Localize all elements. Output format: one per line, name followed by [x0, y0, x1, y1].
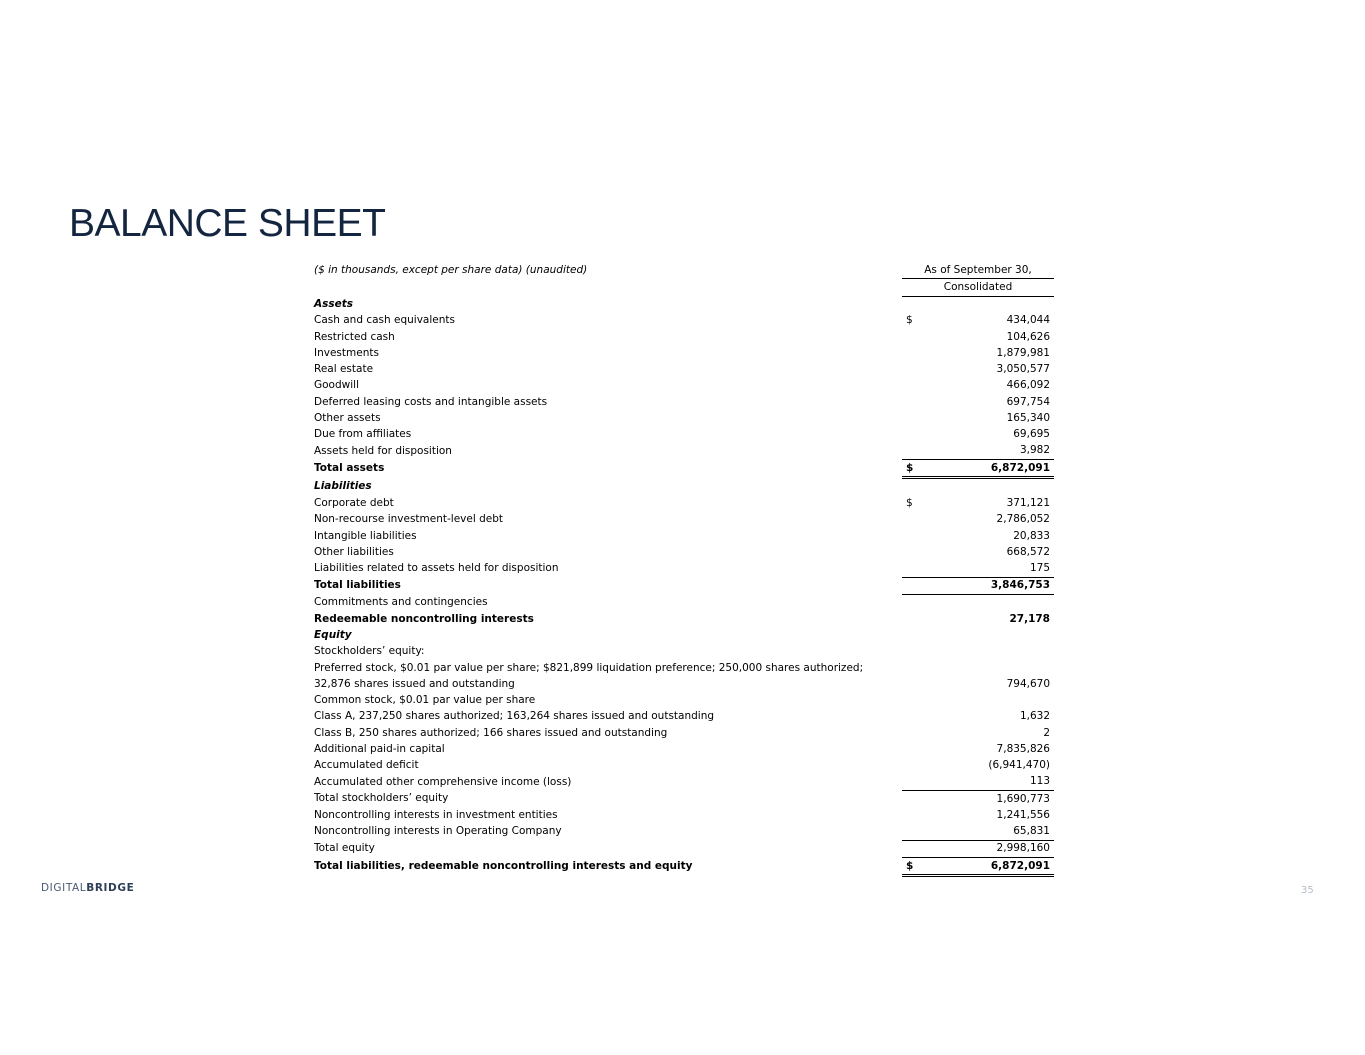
row-value: 27,178	[1009, 612, 1050, 625]
row-value: 3,846,753	[978, 577, 1054, 594]
row-currency	[902, 807, 978, 823]
row-value	[978, 595, 1054, 612]
row-value: 371,121	[1006, 497, 1050, 510]
row-label: Total assets	[314, 462, 385, 475]
row-label: Class A, 237,250 shares authorized; 163,264 shares issued and outstanding	[314, 710, 715, 723]
table-row	[314, 443, 1054, 460]
table-row	[314, 741, 1054, 757]
table-row	[314, 807, 1054, 823]
table-row	[314, 725, 1054, 741]
header-row-1	[314, 262, 1054, 279]
row-currency	[902, 544, 978, 560]
row-currency	[902, 443, 978, 460]
row-value: 3,982	[1019, 444, 1050, 457]
table-row	[314, 496, 1054, 512]
row-currency	[902, 693, 978, 709]
row-label: Due from affiliates	[314, 428, 412, 441]
table-row	[314, 460, 1054, 478]
row-label: Equity	[314, 629, 352, 642]
row-value: 65,831	[1013, 825, 1050, 838]
row-label: Corporate debt	[314, 497, 394, 510]
row-value: 104,626	[1006, 330, 1050, 343]
table-row	[314, 512, 1054, 528]
row-label: Total stockholders’ equity	[314, 792, 449, 805]
row-value: 1,632	[1019, 710, 1050, 723]
row-label: Total liabilities	[314, 579, 401, 592]
row-currency	[902, 709, 978, 725]
row-currency	[902, 478, 978, 496]
row-label: Assets held for disposition	[314, 444, 452, 457]
row-currency	[902, 824, 978, 841]
table-row	[314, 758, 1054, 774]
table-row	[314, 595, 1054, 612]
row-currency: $	[906, 497, 913, 510]
row-currency: $	[906, 314, 913, 327]
table-row	[314, 611, 1054, 627]
row-value: 3,050,577	[996, 363, 1050, 376]
row-value: 165,340	[1006, 411, 1050, 424]
column-header-period: As of September 30,	[902, 262, 1054, 279]
row-currency	[902, 329, 978, 345]
logo-part-digital: DIGITAL	[41, 882, 87, 894]
row-currency	[902, 741, 978, 757]
table-row	[314, 693, 1054, 709]
logo-part-bridge: BRIDGE	[86, 882, 135, 894]
table-row	[314, 427, 1054, 443]
row-currency	[902, 561, 978, 578]
row-value: 113	[1029, 775, 1050, 788]
table-row	[314, 345, 1054, 361]
table-row	[314, 296, 1054, 313]
row-value	[978, 478, 1054, 496]
row-currency	[902, 296, 978, 313]
row-currency	[902, 410, 978, 426]
row-label: Accumulated other comprehensive income (loss)	[314, 775, 572, 788]
digitalbridge-logo	[41, 882, 134, 894]
balance-sheet-table	[314, 262, 1054, 877]
row-currency	[902, 774, 978, 791]
row-value: 2,786,052	[996, 513, 1050, 526]
row-label: Liabilities related to assets held for disposition	[314, 562, 559, 575]
table-row	[314, 774, 1054, 791]
page-title: BALANCE SHEET	[69, 202, 386, 245]
row-label: Liabilities	[314, 480, 372, 493]
row-value: 1,690,773	[978, 791, 1054, 808]
row-label: Accumulated deficit	[314, 759, 419, 772]
table-row	[314, 676, 1054, 692]
row-currency	[902, 611, 978, 627]
row-currency	[902, 644, 978, 660]
header-spacer	[314, 279, 902, 296]
row-currency: $	[902, 460, 978, 478]
row-value: 2,998,160	[978, 840, 1054, 857]
row-value: 7,835,826	[996, 742, 1050, 755]
row-currency	[902, 378, 978, 394]
row-currency	[902, 676, 978, 692]
row-label: Restricted cash	[314, 330, 395, 343]
row-value: 697,754	[1006, 395, 1050, 408]
row-label: Stockholders’ equity:	[314, 645, 425, 658]
row-value	[978, 628, 1054, 644]
table-row	[314, 313, 1054, 329]
row-currency	[902, 840, 978, 857]
row-label: Commitments and contingencies	[314, 596, 488, 609]
row-currency	[902, 528, 978, 544]
table-row	[314, 528, 1054, 544]
row-label: Intangible liabilities	[314, 529, 417, 542]
row-label: 32,876 shares issued and outstanding	[314, 677, 515, 690]
row-value: 668,572	[1006, 545, 1050, 558]
row-currency	[902, 362, 978, 378]
row-label: Goodwill	[314, 379, 359, 392]
table-row	[314, 858, 1054, 876]
row-currency	[902, 595, 978, 612]
table-row	[314, 378, 1054, 394]
row-value: 6,872,091	[978, 460, 1054, 478]
row-label: Real estate	[314, 363, 374, 376]
table-row	[314, 660, 1054, 676]
table-row	[314, 709, 1054, 725]
row-value	[978, 644, 1054, 660]
column-header-consolidated: Consolidated	[902, 279, 1054, 296]
row-label: Total equity	[314, 842, 375, 855]
row-label: Other assets	[314, 411, 381, 424]
table-subtitle: ($ in thousands, except per share data) (unaudited)	[314, 263, 588, 276]
row-label: Noncontrolling interests in Operating Company	[314, 825, 562, 838]
row-currency	[902, 427, 978, 443]
row-label: Common stock, $0.01 par value per share	[314, 694, 536, 707]
row-value	[978, 296, 1054, 313]
row-label: Total liabilities, redeemable noncontrolling interests and equity	[314, 860, 693, 873]
row-label: Class B, 250 shares authorized; 166 shares issued and outstanding	[314, 726, 668, 739]
page-number: 35	[1301, 885, 1314, 896]
row-value: 20,833	[1013, 529, 1050, 542]
row-currency	[902, 791, 978, 808]
row-currency	[902, 725, 978, 741]
row-label: Noncontrolling interests in investment entities	[314, 808, 558, 821]
row-currency	[902, 628, 978, 644]
row-value: 1,879,981	[996, 346, 1050, 359]
row-currency	[902, 660, 978, 676]
table-row	[314, 628, 1054, 644]
table-row	[314, 824, 1054, 841]
row-value: 794,670	[1006, 677, 1050, 690]
row-label: Cash and cash equivalents	[314, 314, 455, 327]
table-row	[314, 791, 1054, 808]
row-value: 175	[1029, 562, 1050, 575]
table-row	[314, 410, 1054, 426]
row-value	[978, 693, 1054, 709]
row-value: 2	[1043, 726, 1050, 739]
row-value: 466,092	[1006, 379, 1050, 392]
row-currency: $	[902, 858, 978, 876]
row-label: Non-recourse investment-level debt	[314, 513, 503, 526]
row-currency	[902, 394, 978, 410]
row-currency	[902, 758, 978, 774]
row-label: Additional paid-in capital	[314, 742, 445, 755]
row-label: Redeemable noncontrolling interests	[314, 612, 534, 625]
row-currency	[902, 512, 978, 528]
row-label: Deferred leasing costs and intangible assets	[314, 395, 548, 408]
row-value: 69,695	[1013, 428, 1050, 441]
row-currency	[902, 345, 978, 361]
row-label: Assets	[314, 297, 354, 310]
table-row	[314, 644, 1054, 660]
row-label: Other liabilities	[314, 545, 394, 558]
row-value	[978, 660, 1054, 676]
table-row	[314, 394, 1054, 410]
row-value: 1,241,556	[996, 808, 1050, 821]
row-label: Preferred stock, $0.01 par value per share; $821,899 liquidation preference; 250,000 shares authorized;	[314, 661, 864, 674]
table-row	[314, 544, 1054, 560]
row-value: 6,872,091	[978, 858, 1054, 876]
table-row	[314, 329, 1054, 345]
row-currency	[902, 577, 978, 594]
table-row	[314, 561, 1054, 578]
table-row	[314, 840, 1054, 857]
header-row-2	[314, 279, 1054, 296]
row-label: Investments	[314, 346, 379, 359]
table-row	[314, 577, 1054, 594]
row-value: 434,044	[1006, 314, 1050, 327]
row-value: (6,941,470)	[988, 759, 1050, 772]
table-row	[314, 478, 1054, 496]
table-row	[314, 362, 1054, 378]
